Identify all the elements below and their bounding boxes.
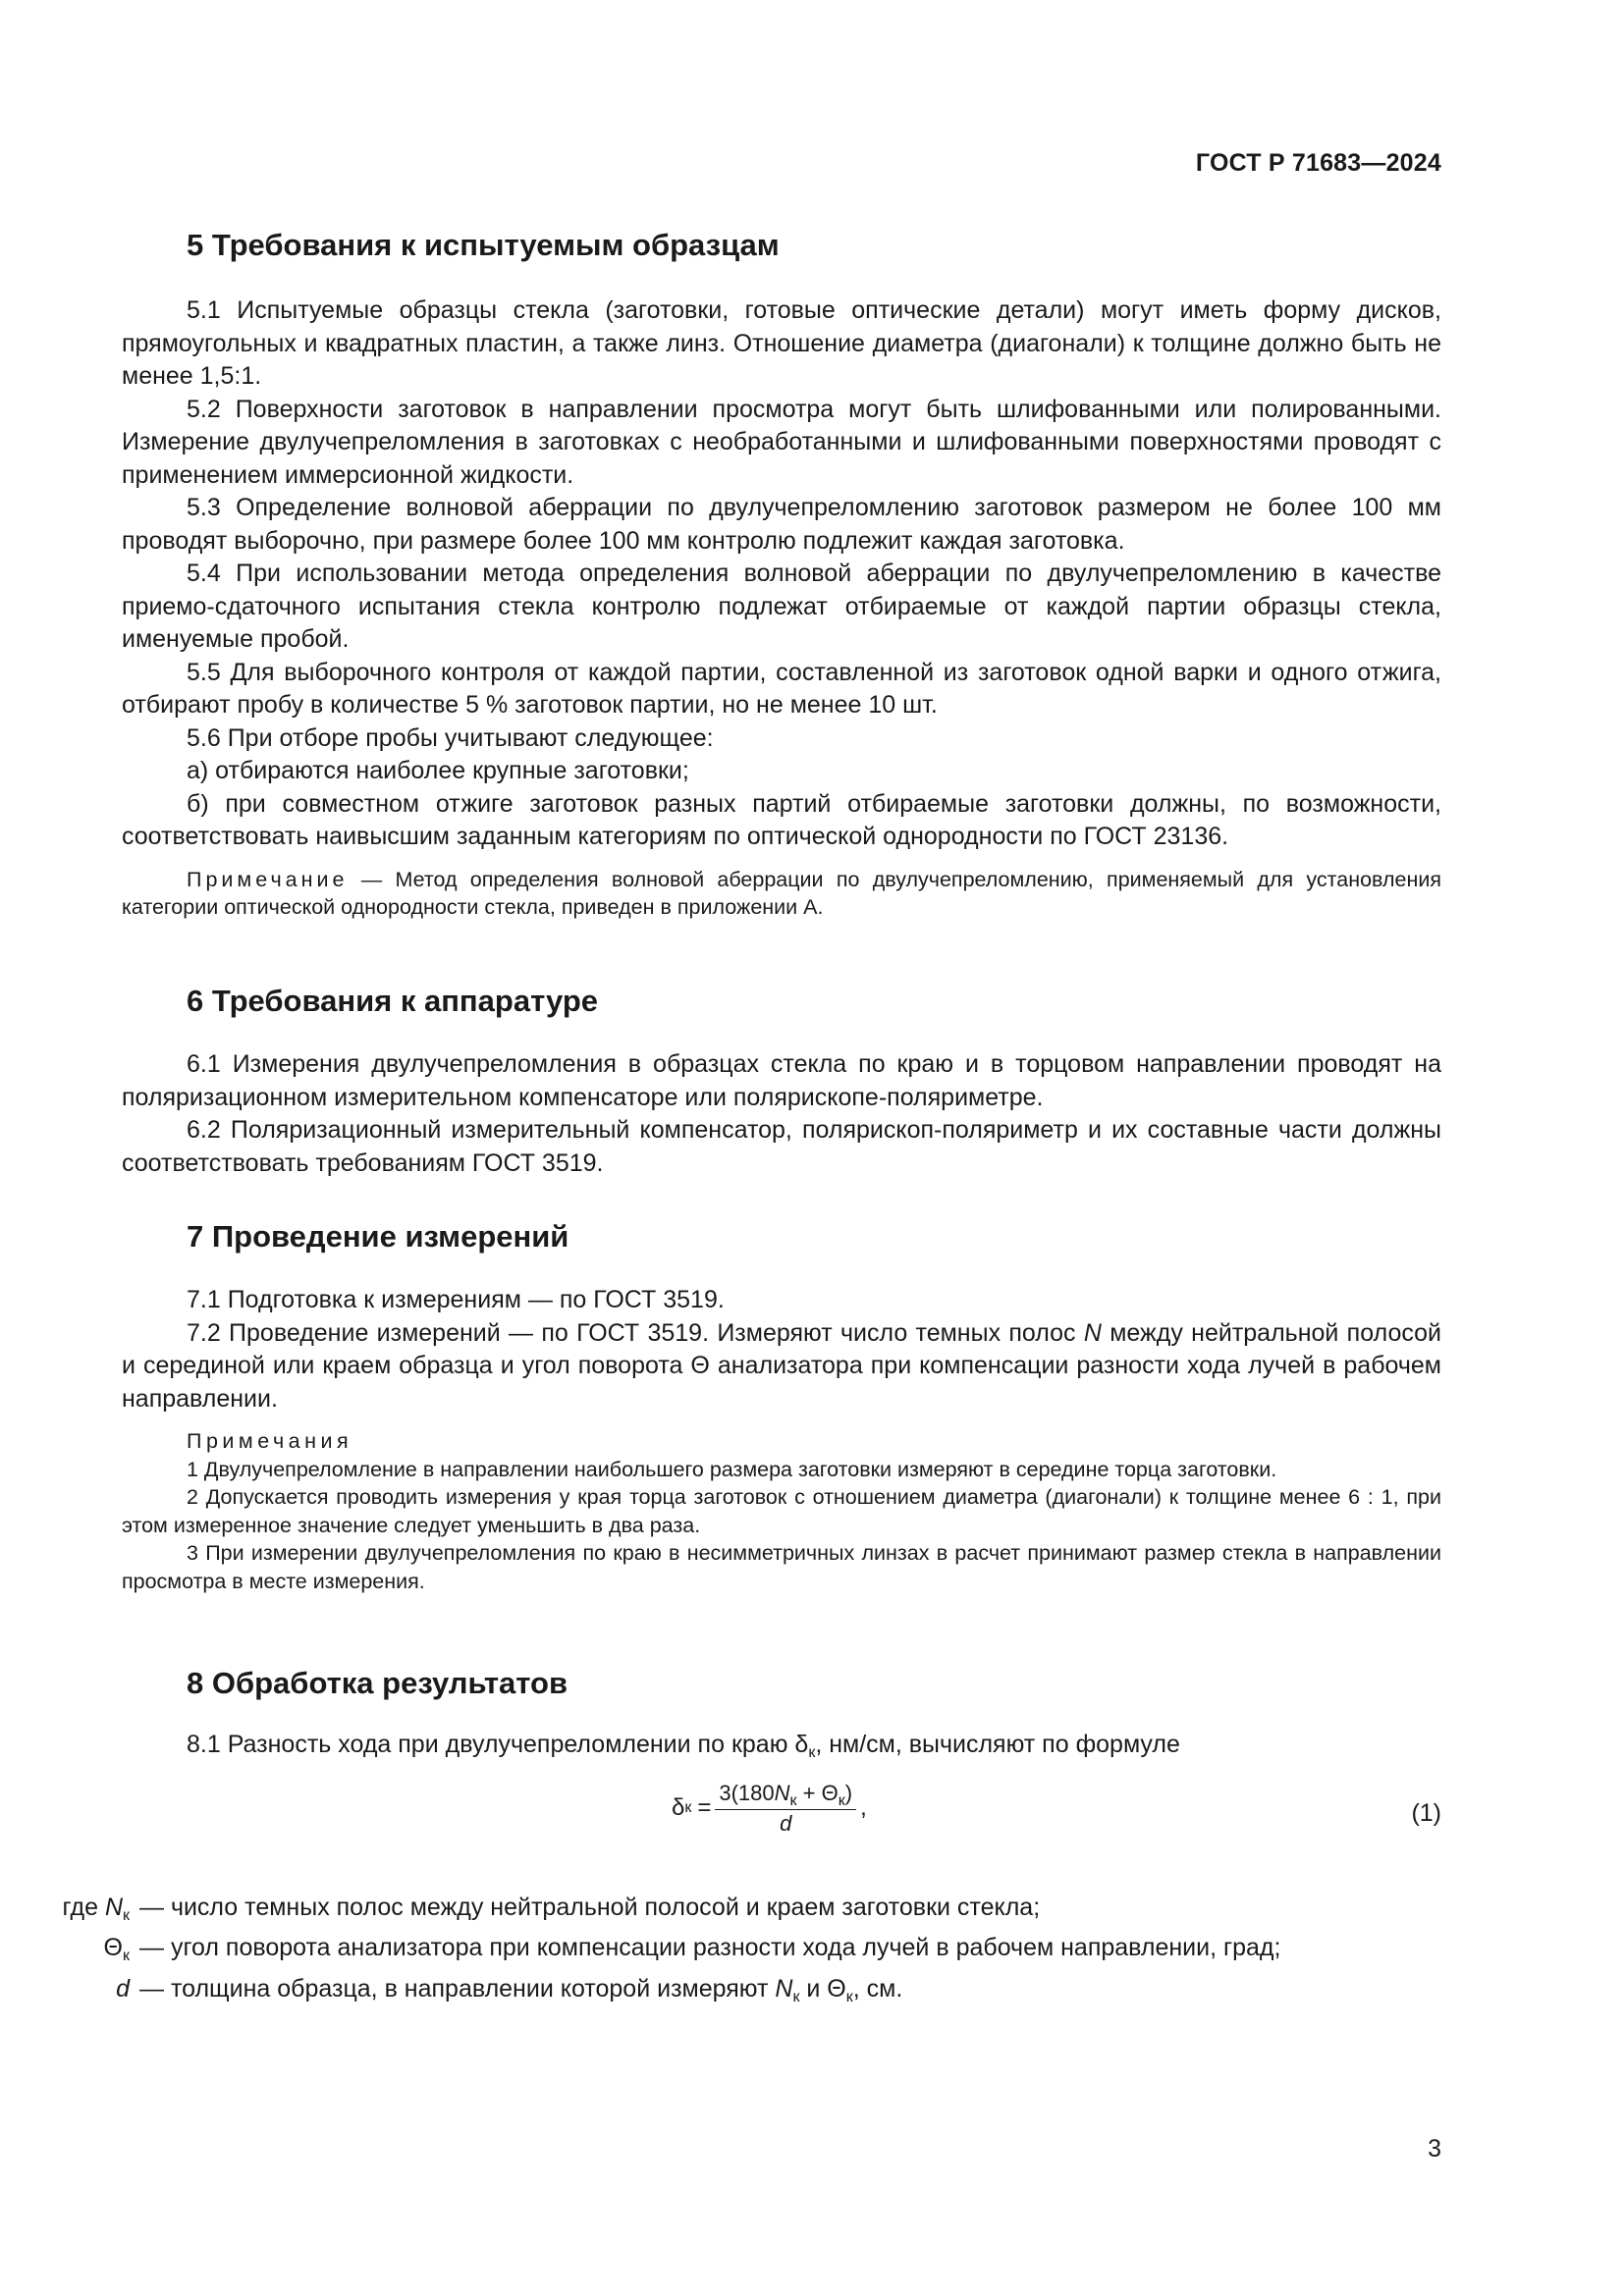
def-d-end: , см.: [852, 1974, 903, 2002]
formula-fraction: [715, 1780, 856, 1838]
formula-denominator: d: [780, 1810, 792, 1836]
section-7: [122, 1217, 1441, 1595]
note-text: — Метод определения волновой аберрации по двулучепреломлению, применяемый для установления категории оптической однородности стекла, приведен в приложении А.: [122, 867, 1441, 919]
def-d-symbol: [0, 1973, 130, 2006]
definition-n: [0, 1892, 1441, 1925]
def-n-sub: к: [123, 1906, 130, 1924]
section-8-title: 8 Обработка результатов: [187, 1666, 568, 1700]
clause-7-2: [122, 1317, 1441, 1416]
clause-5-2: 5.2 Поверхности заготовок в направлении просмотра могут быть шлифованными или полированными. Измерение двулучепреломления в заготовках с необработанными и шлифованными поверхностями проводят с применением иммерсионной жидкости.: [122, 395, 1441, 489]
definition-d: [0, 1973, 1441, 2006]
def-d-sym: d: [116, 1974, 130, 2002]
def-n-sym: N: [104, 1893, 123, 1921]
clause-5-6-a: а) отбираются наиболее крупные заготовки;: [187, 757, 689, 784]
def-d-and: и Θ: [799, 1974, 846, 2002]
def-theta-sub: к: [123, 1948, 130, 1964]
note-label: Примечание: [187, 867, 349, 891]
num-sub-2: к: [838, 1791, 845, 1809]
where-word: где: [62, 1893, 98, 1921]
note-3: 3 При измерении двулучепреломления по краю в несимметричных линзах в расчет принимают размер стекла в направлении просмотра в месте измерения.: [122, 1541, 1441, 1593]
clause-8-1-text-b: , нм/см, вычисляют по формуле: [815, 1731, 1180, 1758]
clause-5-6-b: б) при совместном отжиге заготовок разных партий отбираемые заготовки должны, по возможности, соответствовать наивысшим заданным категориям по оптической однородности по ГОСТ 23136.: [122, 789, 1441, 850]
clause-7-1: 7.1 Подготовка к измерениям — по ГОСТ 3519.: [187, 1286, 725, 1313]
definition-theta: [0, 1932, 1441, 1965]
clause-7-2-text-a: 7.2 Проведение измерений — по ГОСТ 3519. Измеряют число темных полос: [187, 1318, 1084, 1347]
clause-8-1-sub: к: [808, 1744, 816, 1761]
num-sub-1: к: [789, 1791, 797, 1809]
notes-title: Примечания: [187, 1429, 353, 1453]
def-n-text: — число темных полос между нейтральной полосой и краем заготовки стекла;: [139, 1893, 1041, 1921]
def-d-text: [130, 1973, 1441, 2006]
formula-1: [122, 1780, 1441, 1848]
def-theta-text: — угол поворота анализатора при компенсации разности хода лучей в рабочем направлении, град;: [139, 1934, 1281, 1961]
section-5: [122, 226, 1441, 922]
section-5-note: [122, 866, 1441, 922]
num-part-c: ): [844, 1780, 853, 1805]
clause-6-2: 6.2 Поляризационный измерительный компенсатор, полярископ-поляриметр и их составные части должны соответствовать требованиям ГОСТ 3519.: [122, 1116, 1441, 1177]
note-1: 1 Двулучепреломление в направлении наибольшего размера заготовки измеряют в середине торца заготовки.: [187, 1457, 1277, 1481]
clause-5-1: 5.1 Испытуемые образцы стекла (заготовки, готовые оптические детали) могут иметь форму дисков, прямоугольных и квадратных пластин, а также линз. Отношение диаметра (диагонали) к толщине должно быть не менее 1,5:1.: [122, 296, 1441, 390]
clause-8-1: [122, 1729, 1441, 1762]
note-2: 2 Допускается проводить измерения у края торца заготовок с отношением диаметра (диагонали) к толщине менее 6 : 1, при этом измеренное значение следует уменьшить в два раза.: [122, 1485, 1441, 1537]
def-d-theta-sub: к: [845, 1988, 853, 2005]
equation-number: (1): [1411, 1798, 1441, 1827]
def-theta-symbol: [0, 1932, 130, 1965]
clause-7-2-text-b: между нейтральной полосой и серединой или краем образца и угол поворота Θ анализатора при компенсации разности хода лучей в рабочем направлении.: [122, 1318, 1441, 1413]
formula-expression: δ к = $\frac{3(180N_к + \Theta_к)}{d}$ ,: [672, 1780, 867, 1836]
clause-6-1: 6.1 Измерения двулучепреломления в образцах стекла по краю и в торцовом направлении проводят на поляризационном измерительном компенсаторе или полярископе-поляриметре.: [122, 1050, 1441, 1111]
clause-5-6: 5.6 При отборе пробы учитывают следующее:: [187, 723, 714, 752]
clause-8-1-text-a: 8.1 Разность хода при двулучепреломлении по краю δ: [187, 1731, 809, 1758]
section-6: [122, 982, 1441, 1180]
clause-5-4: 5.4 При использовании метода определения волновой аберрации по двулучепреломлению в качестве приемо-сдаточного испытания стекла контролю подлежат отбираемые от каждой партии образцы стекла, именуемые пробой.: [122, 560, 1441, 653]
def-d-n-sub: к: [792, 1988, 800, 2005]
section-6-title: 6 Требования к аппаратуре: [187, 984, 599, 1018]
def-d-n: N: [775, 1974, 793, 2002]
section-8: [62, 1664, 1441, 2013]
def-n-symbol: [0, 1892, 130, 1925]
num-part-b: + Θ: [796, 1780, 839, 1805]
formula-lhs: δ: [672, 1794, 685, 1821]
def-theta-sym: Θ: [103, 1934, 123, 1961]
symbol-definitions: [0, 1892, 1441, 2006]
clause-5-3: 5.3 Определение волновой аберрации по двулучепреломлению заготовок размером не более 100 мм проводят выборочно, при размере более 100 мм контролю подлежит каждая заготовка.: [122, 494, 1441, 555]
section-7-title: 7 Проведение измерений: [187, 1219, 569, 1254]
formula-numerator: [715, 1780, 856, 1810]
formula-equals: =: [697, 1794, 712, 1821]
def-d-text-a: — толщина образца, в направлении которой измеряют: [139, 1974, 776, 2002]
clause-7-2-symbol-n: N: [1083, 1318, 1102, 1347]
formula-comma: ,: [860, 1794, 867, 1821]
section-5-title: 5 Требования к испытуемым образцам: [187, 228, 780, 262]
standard-designation: ГОСТ Р 71683—2024: [1195, 149, 1441, 177]
page-number: 3: [1428, 2135, 1441, 2163]
clause-5-5: 5.5 Для выборочного контроля от каждой партии, составленной из заготовок одной варки и одного отжига, отбирают пробу в количестве 5 % заготовок партии, но не менее 10 шт.: [122, 658, 1441, 719]
num-part-a: 3(180: [719, 1780, 775, 1805]
num-symbol-n: N: [774, 1780, 790, 1805]
